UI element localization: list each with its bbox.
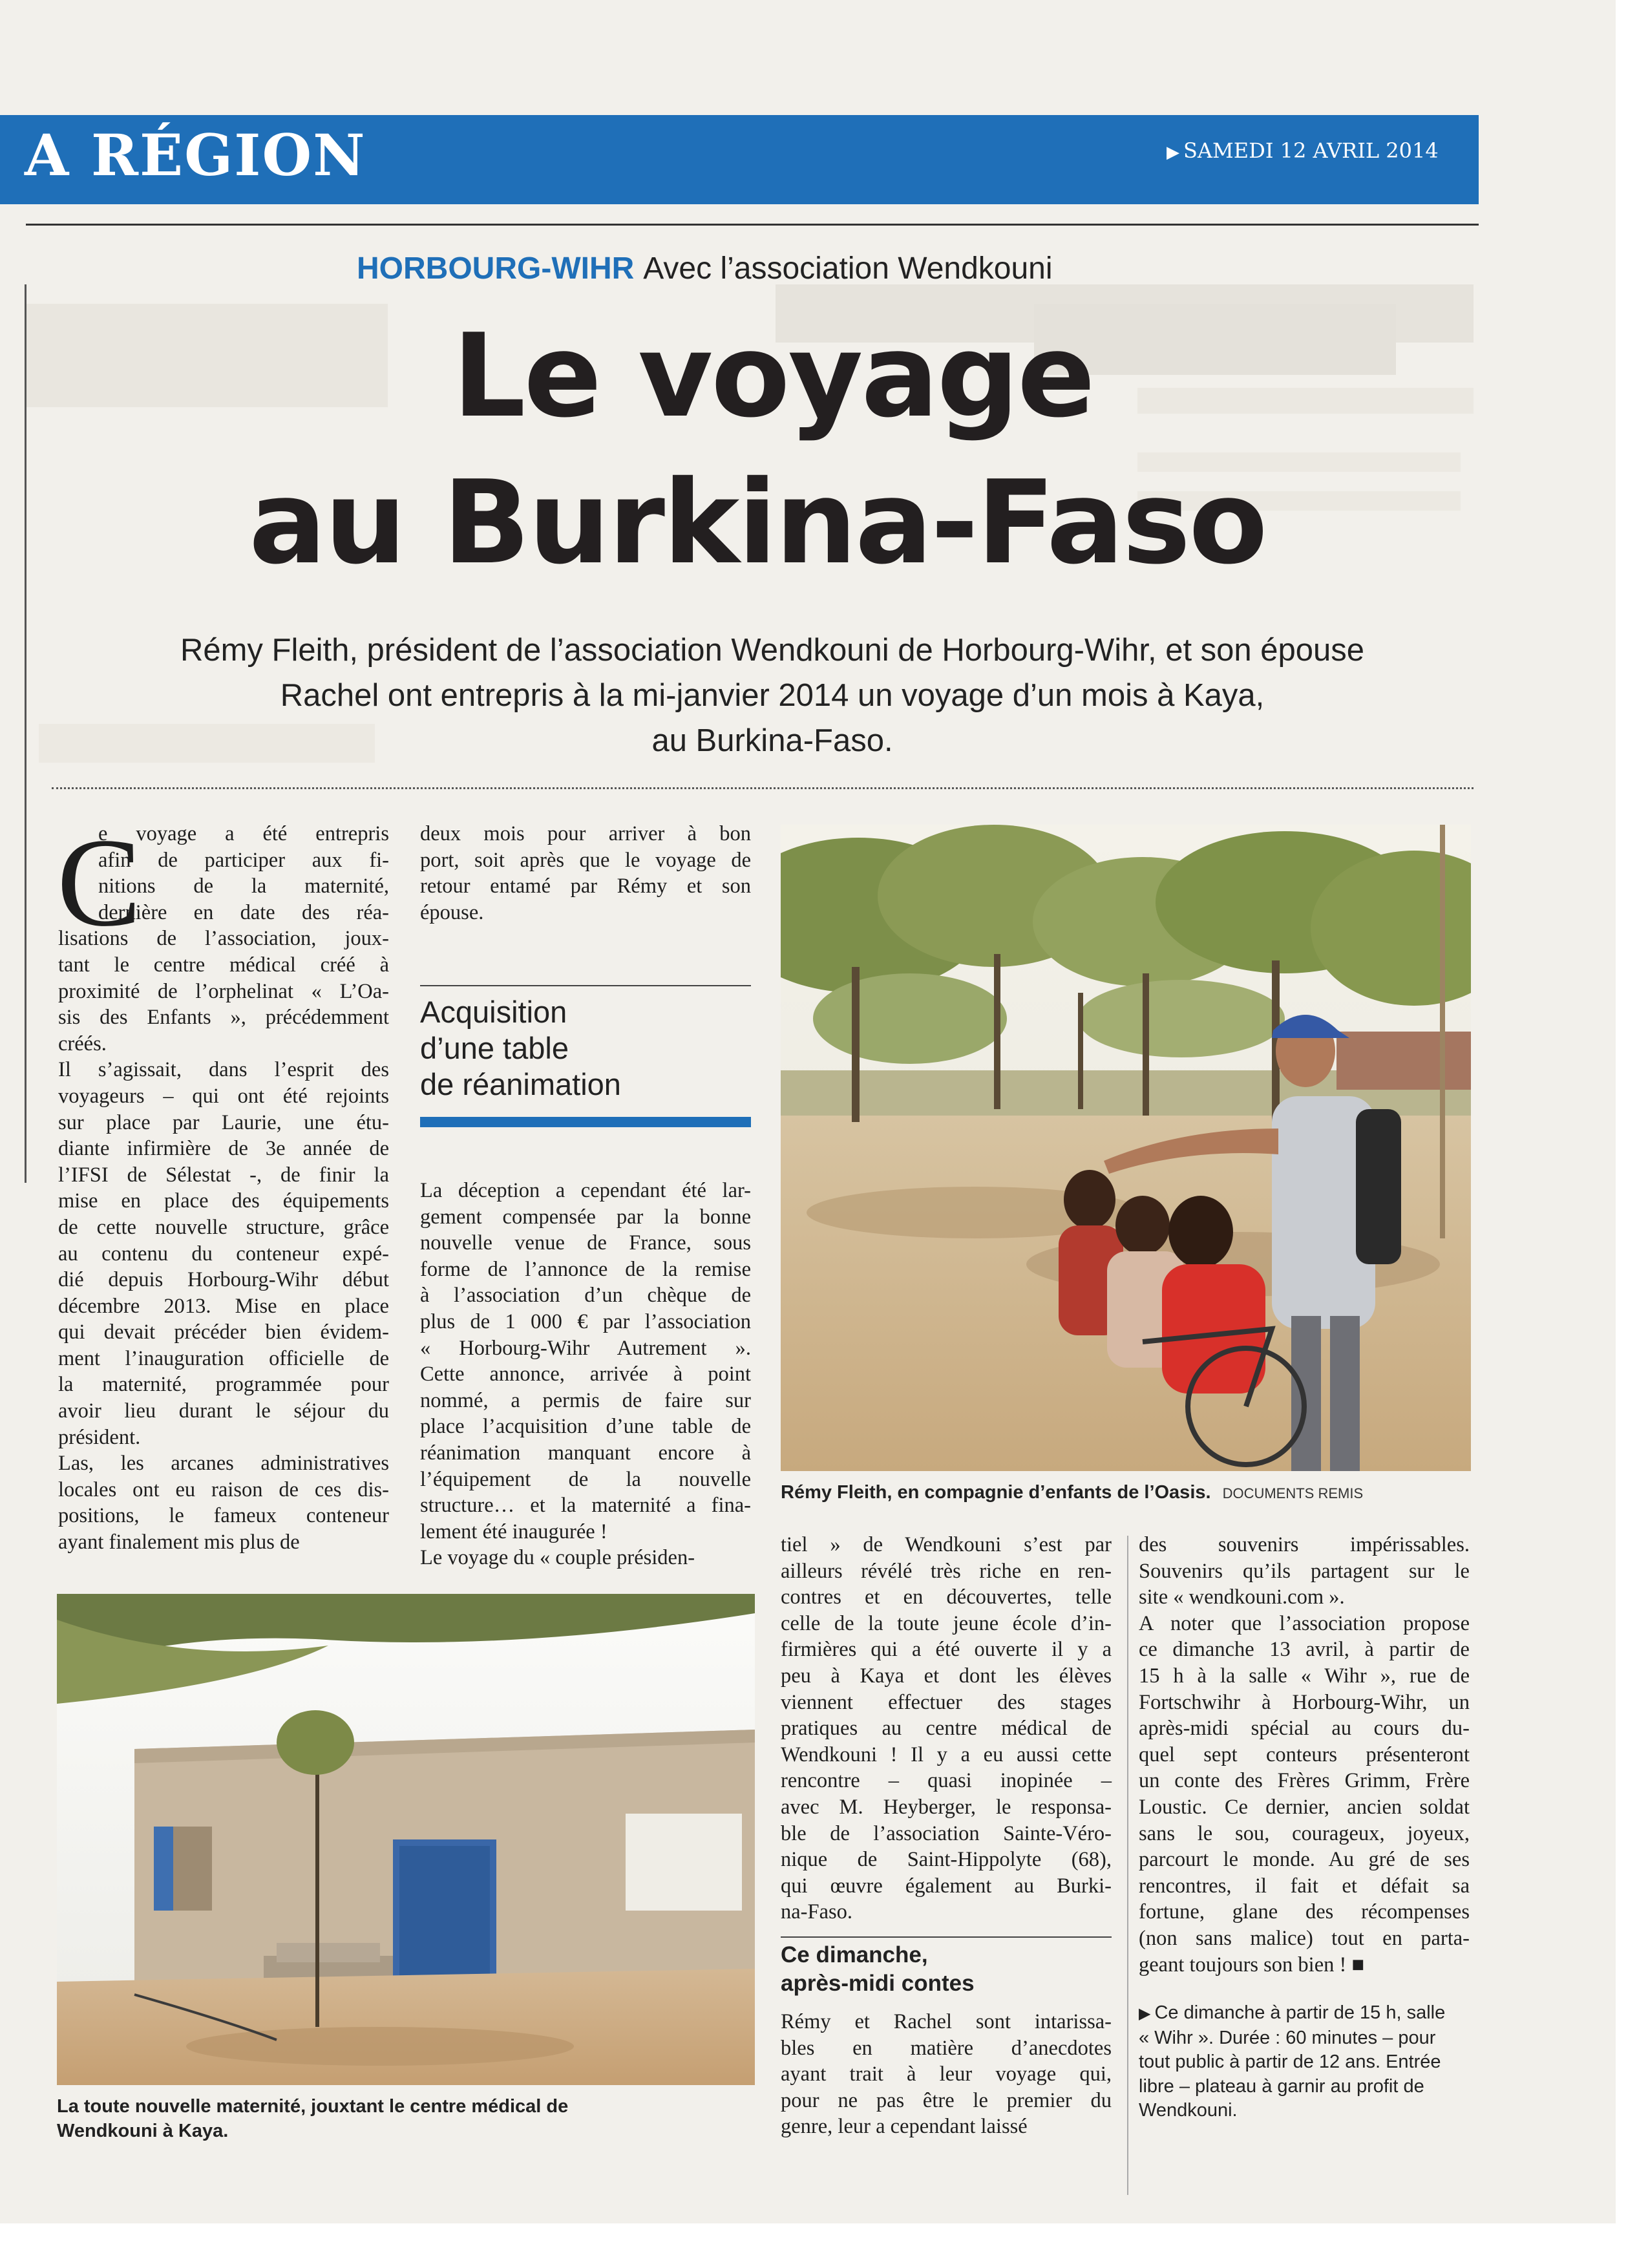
text-line: Cette annonce, arrivée à point [420, 1362, 751, 1386]
text-line: ayant finalement mis plus de [58, 1531, 300, 1554]
text-line: Il s’agissait, dans l’esprit des [58, 1058, 389, 1082]
text-line: ble de l’association Sainte-Véro- [781, 1821, 1112, 1845]
text-line: l’IFSI de Sélestat -, de finir la [58, 1163, 389, 1187]
subhead-contes-1: Ce dimanche, [781, 1942, 928, 1967]
text-line: viennent effectuer des stages [781, 1690, 1112, 1714]
text-line: créés. [58, 1032, 107, 1055]
text-line: mise en place des équipements [58, 1189, 389, 1213]
text-line: pratiques au centre médical de [781, 1717, 1112, 1741]
text-line: bles en matière d’anecdotes [781, 2036, 1112, 2060]
text-line: parcourt le monde. Au gré de ses [1139, 1848, 1470, 1872]
top-rule [26, 224, 1479, 226]
text-line: fortune, glane des récompenses [1139, 1900, 1470, 1924]
text-line: site « wendkouni.com ». [1139, 1585, 1345, 1609]
text-line: Le voyage du « couple présiden- [420, 1546, 695, 1570]
text-line: rencontre – quasi inopinée – [781, 1769, 1112, 1793]
text-line: place l’acquisition d’une table de [420, 1415, 751, 1439]
text-line: Souvenirs qu’ils partagent sur le [1139, 1559, 1470, 1583]
subhead-rule-top [420, 985, 751, 986]
article-column-3 [781, 1532, 1112, 1925]
text-line: diante infirmière de 3e année de [58, 1137, 389, 1161]
text-line: geant toujours son bien ! ■ [1139, 1953, 1365, 1977]
text-line: de cette nouvelle structure, grâce [58, 1215, 389, 1239]
text-line: structure… et la maternité a fina- [420, 1494, 751, 1518]
info-line: ▶ Ce dimanche à partir de 15 h, salle [1139, 2002, 1446, 2023]
text-line: rencontres, il fait et défait sa [1139, 1874, 1470, 1898]
subhead-acquisition-1: Acquisition [420, 995, 567, 1029]
text-line: contres et en découvertes, telle [781, 1585, 1112, 1609]
text-line: sur place par Laurie, une étu- [58, 1110, 389, 1134]
text-line: retour entamé par Rémy et son [420, 874, 751, 898]
text-line: l’équipement de la nouvelle [420, 1467, 751, 1491]
kicker-location: HORBOURG-WIHR [357, 251, 635, 286]
text-line: celle de la toute jeune école d’in- [781, 1611, 1112, 1635]
subhead-2-rule [781, 1936, 1112, 1938]
text-line: à l’association d’un chèque de [420, 1284, 751, 1308]
text-line: sis des Enfants », précédemment [58, 1006, 389, 1030]
text-line: locales ont eu raison de ces dis- [58, 1478, 389, 1501]
standfirst-line-1: Rémy Fleith, président de l’association Wendkouni de Horbourg-Wihr, et son épouse [180, 633, 1365, 668]
text-line: un conte des Frères Grimm, Frère [1139, 1769, 1470, 1793]
photo-remy-caption-text: Rémy Fleith, en compagnie d’enfants de l’Oasis. [781, 1482, 1211, 1503]
text-line: lisations de l’association, joux- [58, 927, 389, 951]
text-line: dié depuis Horbourg-Wihr début [58, 1268, 389, 1292]
info-line: tout public à partir de 12 ans. Entrée [1139, 2051, 1441, 2072]
text-line: ment l’inauguration officielle de [58, 1346, 389, 1370]
text-line: ce dimanche 13 avril, à partir de [1139, 1638, 1470, 1662]
text-line: nouvelle venue de France, sous [420, 1231, 751, 1255]
triangle-icon: ▶ [1139, 2005, 1151, 2022]
text-line: ailleurs révélé très riche en ren- [781, 1559, 1112, 1583]
text-line: lement été inaugurée ! [420, 1520, 607, 1543]
text-line: avec M. Heyberger, le responsa- [781, 1795, 1112, 1819]
text-line: genre, leur a cependant laissé [781, 2115, 1028, 2139]
text-line: la maternité, programmée pour [58, 1373, 389, 1397]
info-line: Wendkouni. [1139, 2100, 1238, 2121]
text-line: port, soit après que le voyage de [420, 848, 751, 872]
issue-date [1167, 138, 1439, 163]
text-line: Loustic. Ce dernier, ancien soldat [1139, 1795, 1470, 1819]
text-line: Wendkouni ! Il y a eu aussi cette [781, 1743, 1112, 1766]
dotted-separator [52, 787, 1474, 789]
text-line: pour ne pas être le premier du [781, 2088, 1112, 2112]
article-column-3-bottom [781, 2009, 1112, 2140]
text-line: Fortschwihr à Horbourg-Wihr, un [1139, 1690, 1470, 1714]
standfirst-line-2: Rachel ont entrepris à la mi-janvier 2014 un voyage d’un mois à Kaya, [280, 678, 1265, 713]
text-line: épouse. [420, 900, 484, 924]
text-line: voyageurs – qui ont été rejoints [58, 1084, 389, 1108]
text-line: Las, les arcanes administratives [58, 1452, 389, 1476]
text-line: quel sept conteurs présenteront [1139, 1743, 1470, 1766]
triangle-icon: ▶ [1167, 143, 1179, 162]
text-line: tant le centre médical créé à [58, 953, 389, 977]
text-line: au contenu du conteneur expé- [58, 1242, 389, 1266]
text-line: positions, le fameux conteneur [58, 1504, 389, 1528]
text-line: président. [58, 1425, 141, 1449]
subhead-acquisition-2: d’une table [420, 1031, 569, 1065]
scan-margin-bottom [0, 2223, 1648, 2268]
article-column-4 [1139, 1532, 1470, 1978]
article-column-2-mid [420, 1178, 751, 1571]
standfirst-line-3: au Burkina-Faso. [651, 723, 893, 758]
text-line: peu à Kaya et dont les élèves [781, 1664, 1112, 1688]
text-line: nique de Saint-Hippolyte (68), [781, 1848, 1112, 1872]
text-line: sans le sou, courageux, joyeux, [1139, 1821, 1470, 1845]
practical-info [1139, 2001, 1445, 2123]
text-line: réanimation manquant encore à [420, 1441, 751, 1465]
headline-line-1: Le voyage [452, 309, 1093, 443]
text-line: na-Faso. [781, 1900, 853, 1924]
text-line: nommé, a permis de faire sur [420, 1388, 751, 1412]
text-line: Rémy et Rachel sont intarissa- [781, 2010, 1112, 2033]
text-line: tiel » de Wendkouni s’est par [781, 1533, 1112, 1556]
text-line: qui devait précéder bien évidem- [58, 1320, 389, 1344]
text-line: A noter que l’association propose [1139, 1611, 1470, 1635]
text-line: des souvenirs impérissables. [1139, 1533, 1470, 1556]
text-line: décembre 2013. Mise en place [58, 1294, 389, 1318]
text-line: après-midi spécial au cours du- [1139, 1717, 1470, 1741]
subhead-contes-2: après-midi contes [781, 1971, 975, 1996]
drop-cap: C [57, 812, 142, 953]
text-line: forme de l’annonce de la remise [420, 1257, 751, 1281]
article-column-1 [57, 812, 389, 1556]
text-line: plus de 1 000 € par l’association [420, 1309, 751, 1333]
text-line: e voyage a été entrepris [98, 822, 389, 845]
text-line: qui œuvre également au Burki- [781, 1874, 1112, 1898]
text-line: (non sans malice) tout en parta- [1139, 1926, 1470, 1950]
text-line: La déception a cependant été lar- [420, 1179, 751, 1202]
text-line: nitions de la maternité, [98, 874, 389, 898]
text-line: gement compensée par la bonne [420, 1205, 751, 1229]
section-title: A RÉGION [25, 122, 366, 189]
scan-margin-right [1616, 0, 1648, 2268]
photo-maternity-caption-2: Wendkouni à Kaya. [57, 2121, 229, 2141]
text-line: deux mois pour arriver à bon [420, 822, 751, 845]
issue-date-text: SAMEDI 12 AVRIL 2014 [1183, 138, 1439, 163]
info-line: libre – plateau à garnir au profit de [1139, 2075, 1424, 2097]
kicker [357, 251, 1053, 286]
text-line: « Horbourg-Wihr Autrement ». [420, 1336, 751, 1360]
photo-maternity [57, 1594, 755, 2085]
photo-credit: DOCUMENTS REMIS [1222, 1485, 1364, 1501]
column-divider-3-4 [1127, 1536, 1128, 2195]
text-line: ayant trait à leur voyage qui, [781, 2062, 1112, 2086]
photo-remy-caption [781, 1480, 1363, 1506]
text-line: afin de participer aux fi- [98, 848, 389, 872]
subhead-accent-bar [420, 1117, 751, 1127]
headline-line-2: au Burkina-Faso [249, 456, 1266, 589]
left-rule [25, 284, 26, 1183]
text-line: proximité de l’orphelinat « L’Oa- [58, 979, 389, 1003]
text-line: 15 h à la salle « Wihr », rue de [1139, 1664, 1470, 1688]
text-line: dernière en date des réa- [98, 900, 389, 924]
kicker-subtitle: Avec l’association Wendkouni [643, 251, 1053, 286]
photo-maternity-caption-1: La toute nouvelle maternité, jouxtant le centre médical de [57, 2096, 569, 2117]
text-line: avoir lieu durant le séjour du [58, 1399, 389, 1423]
article-column-2-top [420, 821, 751, 926]
info-line: « Wihr ». Durée : 60 minutes – pour [1139, 2027, 1436, 2048]
subhead-acquisition-3: de réanimation [420, 1067, 621, 1101]
text-line: firmières qui a été ouverte il y a [781, 1638, 1112, 1662]
photo-remy-children [781, 825, 1471, 1471]
